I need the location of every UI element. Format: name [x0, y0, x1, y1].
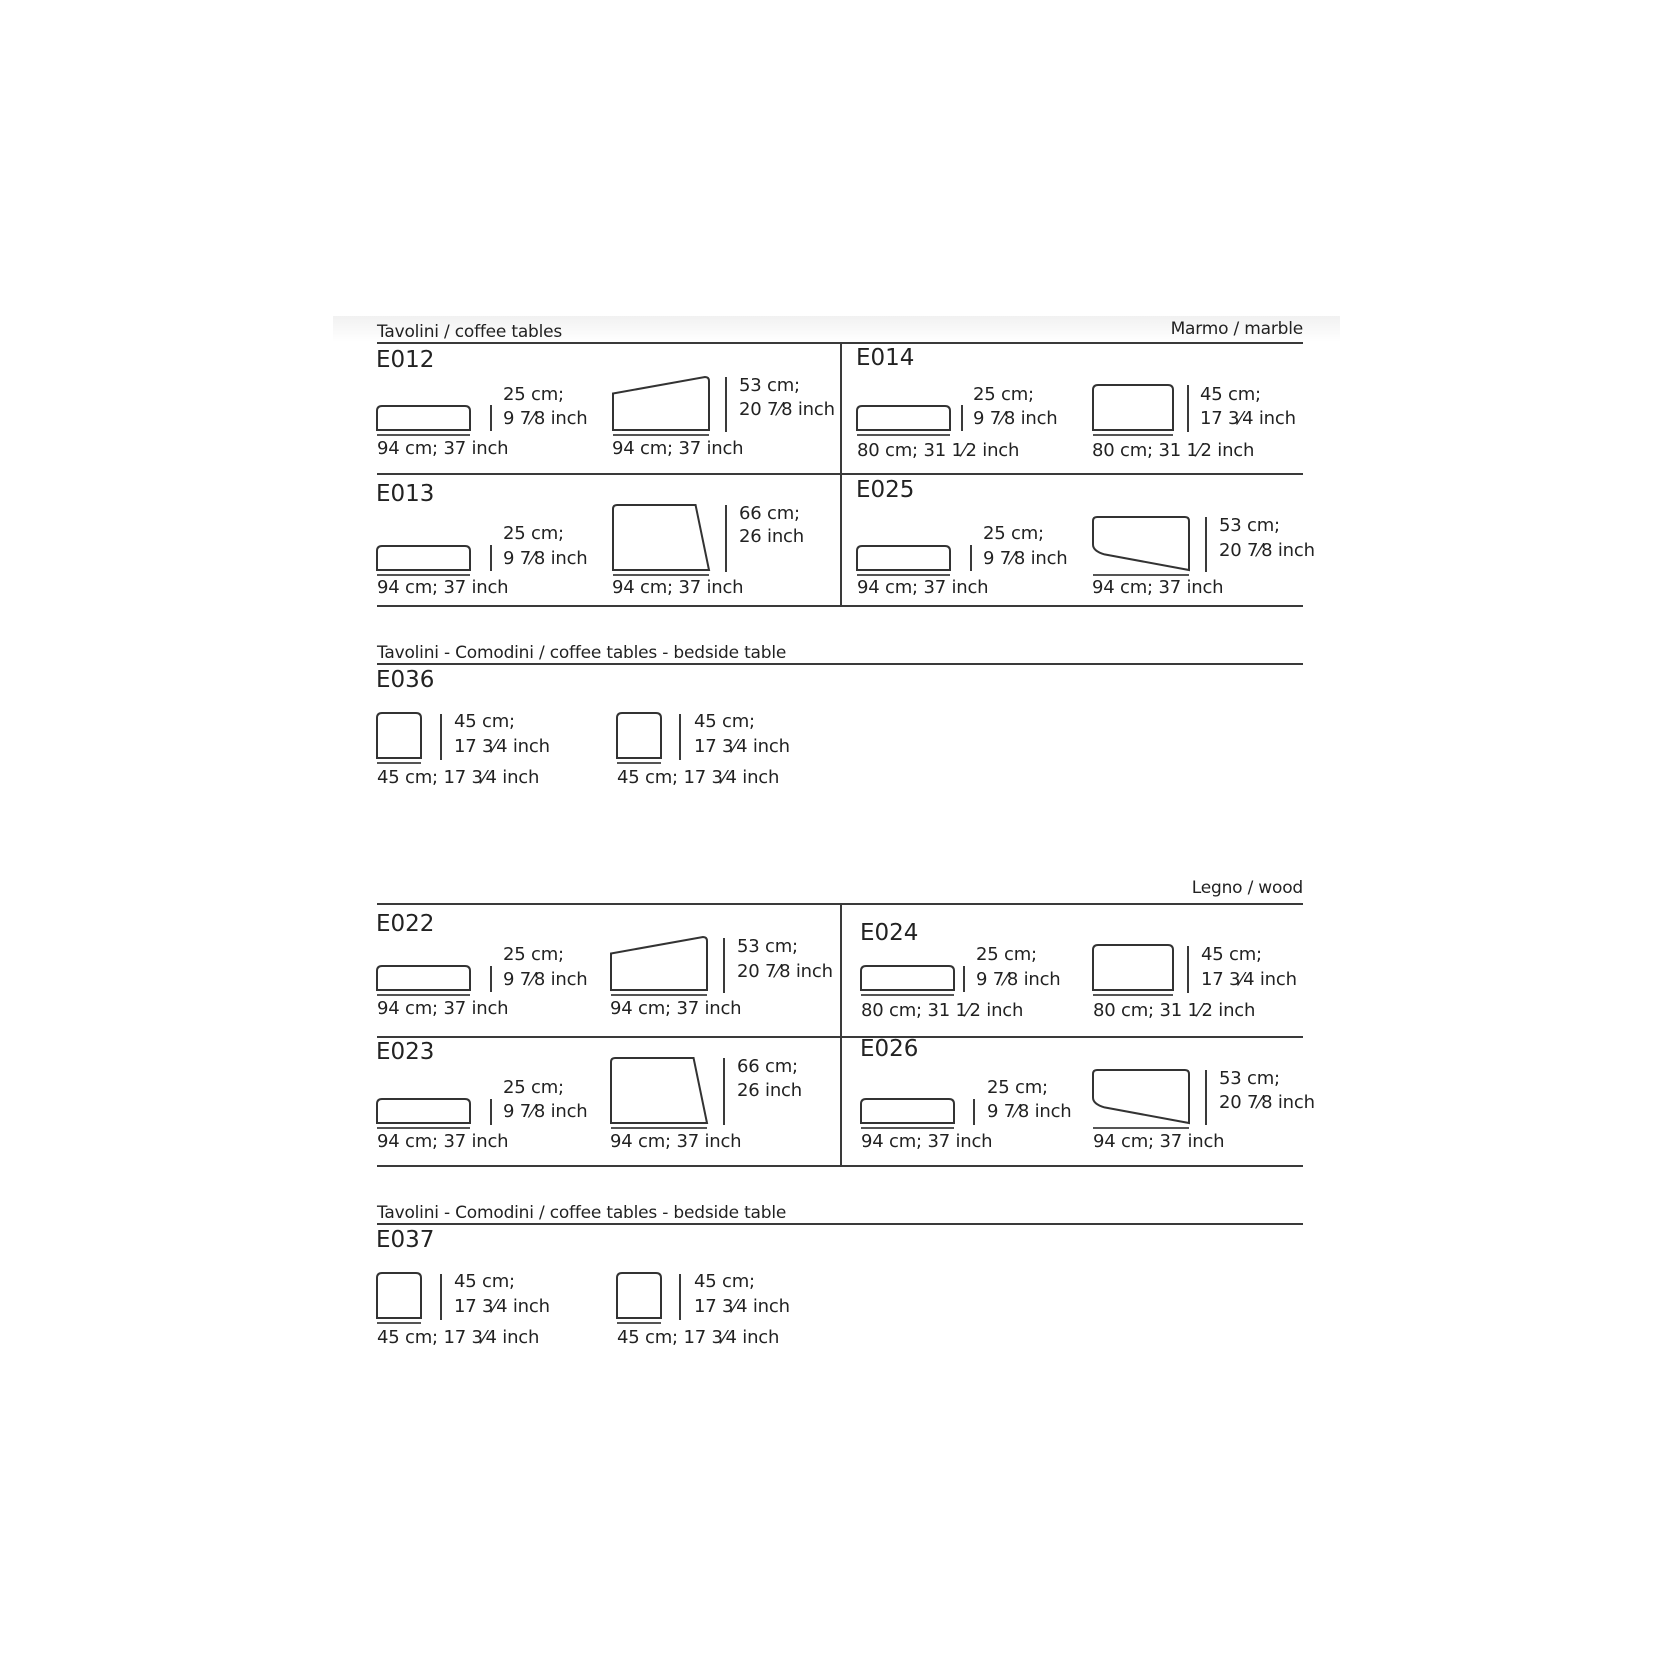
height-cm: 25 cm;: [503, 384, 564, 405]
height-cm: 25 cm;: [976, 944, 1037, 965]
height-dimension-line: [1205, 1070, 1207, 1125]
product-code: E014: [856, 345, 915, 371]
width-dimension: 94 cm; 37 inch: [861, 1131, 993, 1152]
height-inch: 20 7⁄8 inch: [1219, 1092, 1315, 1113]
table-silhouette-base-line: [611, 994, 707, 996]
material-label: Marmo / marble: [1170, 319, 1303, 339]
height-dimension-line: [679, 714, 681, 760]
table-silhouette-base-line: [1093, 1127, 1189, 1129]
table-silhouette: [611, 503, 711, 574]
table-silhouette-base-line: [1093, 574, 1189, 576]
width-dimension: 94 cm; 37 inch: [1093, 1131, 1225, 1152]
height-cm: 25 cm;: [503, 1077, 564, 1098]
height-cm: 53 cm;: [739, 375, 800, 396]
height-dimension-line: [961, 405, 963, 431]
table-silhouette: [1091, 1068, 1191, 1127]
height-dimension-line: [1187, 385, 1189, 432]
table-silhouette-base-line: [377, 1127, 470, 1129]
height-inch: 17 3⁄4 inch: [1200, 408, 1296, 429]
height-cm: 25 cm;: [503, 944, 564, 965]
height-inch: 17 3⁄4 inch: [1201, 969, 1297, 990]
table-silhouette-outline: [377, 1099, 470, 1123]
table-silhouette: [855, 544, 952, 574]
table-silhouette-outline: [861, 1099, 954, 1123]
table-silhouette-outline: [377, 546, 470, 570]
height-inch: 9 7⁄8 inch: [503, 408, 588, 429]
height-inch: 17 3⁄4 inch: [454, 1296, 550, 1317]
height-inch: 17 3⁄4 inch: [694, 1296, 790, 1317]
table-silhouette-base-line: [1093, 994, 1173, 996]
height-dimension-line: [970, 545, 972, 571]
table-silhouette: [615, 711, 663, 762]
height-cm: 45 cm;: [454, 1271, 515, 1292]
table-silhouette-outline: [377, 1273, 421, 1318]
category-label: Tavolini - Comodini / coffee tables - bedside table: [377, 1203, 787, 1223]
table-silhouette-outline: [1093, 385, 1173, 430]
table-silhouette: [855, 404, 952, 434]
table-silhouette-outline: [861, 966, 954, 990]
height-dimension-line: [490, 1099, 492, 1125]
table-silhouette-outline: [617, 1273, 661, 1318]
table-silhouette: [1091, 383, 1175, 434]
table-silhouette-base-line: [377, 994, 470, 996]
table-silhouette: [859, 1097, 956, 1127]
table-silhouette: [375, 544, 472, 574]
table-silhouette-base-line: [611, 1127, 707, 1129]
width-dimension: 45 cm; 17 3⁄4 inch: [377, 767, 540, 788]
table-silhouette-outline: [857, 546, 950, 570]
table-silhouette-outline: [377, 713, 421, 758]
product-code: E025: [856, 477, 915, 503]
width-dimension: 80 cm; 31 1⁄2 inch: [857, 440, 1020, 461]
category-label: Tavolini - Comodini / coffee tables - bedside table: [377, 643, 787, 663]
height-dimension-line: [490, 545, 492, 571]
table-silhouette-outline: [1093, 517, 1189, 570]
height-cm: 66 cm;: [739, 503, 800, 524]
table-silhouette-outline: [611, 1058, 707, 1123]
height-cm: 53 cm;: [737, 936, 798, 957]
height-dimension-line: [1205, 517, 1207, 572]
table-silhouette-outline: [611, 937, 707, 990]
table-silhouette: [375, 711, 423, 762]
table-silhouette-base-line: [377, 434, 470, 436]
height-inch: 26 inch: [737, 1080, 802, 1101]
height-cm: 25 cm;: [973, 384, 1034, 405]
height-inch: 20 7⁄8 inch: [1219, 540, 1315, 561]
width-dimension: 94 cm; 37 inch: [612, 577, 744, 598]
height-dimension-line: [973, 1099, 975, 1125]
width-dimension: 94 cm; 37 inch: [610, 998, 742, 1019]
table-silhouette-outline: [1093, 945, 1173, 990]
height-inch: 17 3⁄4 inch: [694, 736, 790, 757]
height-inch: 26 inch: [739, 526, 804, 547]
table-silhouette-outline: [617, 713, 661, 758]
table-silhouette-base-line: [377, 762, 421, 764]
table-silhouette: [375, 1271, 423, 1322]
height-inch: 9 7⁄8 inch: [987, 1101, 1072, 1122]
height-inch: 9 7⁄8 inch: [983, 548, 1068, 569]
width-dimension: 94 cm; 37 inch: [377, 577, 509, 598]
section-rule: [377, 1165, 1303, 1167]
width-dimension: 45 cm; 17 3⁄4 inch: [617, 1327, 780, 1348]
width-dimension: 94 cm; 37 inch: [377, 998, 509, 1019]
section-rule: [377, 473, 1303, 475]
height-dimension-line: [440, 1274, 442, 1320]
table-silhouette: [1091, 515, 1191, 574]
height-cm: 45 cm;: [694, 711, 755, 732]
height-dimension-line: [679, 1274, 681, 1320]
height-dimension-line: [963, 966, 965, 992]
section-rule: [377, 1223, 1303, 1225]
height-inch: 9 7⁄8 inch: [503, 1101, 588, 1122]
width-dimension: 45 cm; 17 3⁄4 inch: [617, 767, 780, 788]
width-dimension: 45 cm; 17 3⁄4 inch: [377, 1327, 540, 1348]
height-inch: 9 7⁄8 inch: [973, 408, 1058, 429]
height-cm: 45 cm;: [1201, 944, 1262, 965]
table-silhouette-base-line: [861, 1127, 954, 1129]
width-dimension: 94 cm; 37 inch: [612, 438, 744, 459]
height-cm: 45 cm;: [694, 1271, 755, 1292]
table-silhouette-base-line: [613, 574, 709, 576]
table-silhouette: [859, 964, 956, 994]
table-silhouette: [375, 404, 472, 434]
height-dimension-line: [490, 966, 492, 992]
table-silhouette-base-line: [617, 1322, 661, 1324]
height-dimension-line: [490, 405, 492, 431]
height-cm: 25 cm;: [987, 1077, 1048, 1098]
width-dimension: 94 cm; 37 inch: [857, 577, 989, 598]
height-cm: 25 cm;: [983, 523, 1044, 544]
width-dimension: 80 cm; 31 1⁄2 inch: [1093, 1000, 1256, 1021]
width-dimension: 80 cm; 31 1⁄2 inch: [861, 1000, 1024, 1021]
height-cm: 53 cm;: [1219, 1068, 1280, 1089]
height-cm: 25 cm;: [503, 523, 564, 544]
table-silhouette-outline: [377, 966, 470, 990]
table-silhouette-base-line: [377, 1322, 421, 1324]
width-dimension: 94 cm; 37 inch: [610, 1131, 742, 1152]
table-silhouette-outline: [613, 377, 709, 430]
table-silhouette: [611, 375, 711, 434]
height-dimension-line: [723, 938, 725, 993]
height-cm: 45 cm;: [1200, 384, 1261, 405]
height-dimension-line: [725, 505, 727, 572]
section-rule: [377, 1036, 1303, 1038]
height-inch: 9 7⁄8 inch: [976, 969, 1061, 990]
product-code: E012: [376, 347, 435, 373]
height-dimension-line: [725, 377, 727, 432]
table-silhouette: [1091, 943, 1175, 994]
height-inch: 17 3⁄4 inch: [454, 736, 550, 757]
table-silhouette-outline: [613, 505, 709, 570]
product-code: E024: [860, 920, 919, 946]
category-label: Tavolini / coffee tables: [377, 322, 563, 342]
table-silhouette: [375, 1097, 472, 1127]
table-silhouette-base-line: [613, 434, 709, 436]
table-silhouette: [375, 964, 472, 994]
height-inch: 20 7⁄8 inch: [737, 961, 833, 982]
width-dimension: 94 cm; 37 inch: [377, 438, 509, 459]
width-dimension: 94 cm; 37 inch: [1092, 577, 1224, 598]
height-inch: 9 7⁄8 inch: [503, 969, 588, 990]
table-silhouette-outline: [1093, 1070, 1189, 1123]
table-silhouette-base-line: [617, 762, 661, 764]
table-silhouette: [609, 1056, 709, 1127]
table-silhouette-base-line: [857, 574, 950, 576]
table-silhouette: [615, 1271, 663, 1322]
height-cm: 45 cm;: [454, 711, 515, 732]
product-code: E013: [376, 481, 435, 507]
product-code: E026: [860, 1036, 919, 1062]
height-cm: 66 cm;: [737, 1056, 798, 1077]
table-silhouette-outline: [857, 406, 950, 430]
height-cm: 53 cm;: [1219, 515, 1280, 536]
material-label: Legno / wood: [1191, 878, 1303, 898]
table-silhouette-base-line: [861, 994, 954, 996]
height-inch: 20 7⁄8 inch: [739, 399, 835, 420]
product-code: E036: [376, 667, 435, 693]
table-silhouette-base-line: [857, 434, 950, 436]
section-rule: [377, 663, 1303, 665]
table-silhouette-base-line: [377, 574, 470, 576]
width-dimension: 80 cm; 31 1⁄2 inch: [1092, 440, 1255, 461]
product-code: E022: [376, 911, 435, 937]
table-silhouette-base-line: [1093, 434, 1173, 436]
height-inch: 9 7⁄8 inch: [503, 548, 588, 569]
height-dimension-line: [723, 1058, 725, 1125]
product-code: E023: [376, 1039, 435, 1065]
table-silhouette-outline: [377, 406, 470, 430]
section-rule: [377, 605, 1303, 607]
width-dimension: 94 cm; 37 inch: [377, 1131, 509, 1152]
height-dimension-line: [440, 714, 442, 760]
table-silhouette: [609, 935, 709, 994]
product-code: E037: [376, 1227, 435, 1253]
column-divider: [840, 903, 842, 1166]
height-dimension-line: [1187, 946, 1189, 993]
